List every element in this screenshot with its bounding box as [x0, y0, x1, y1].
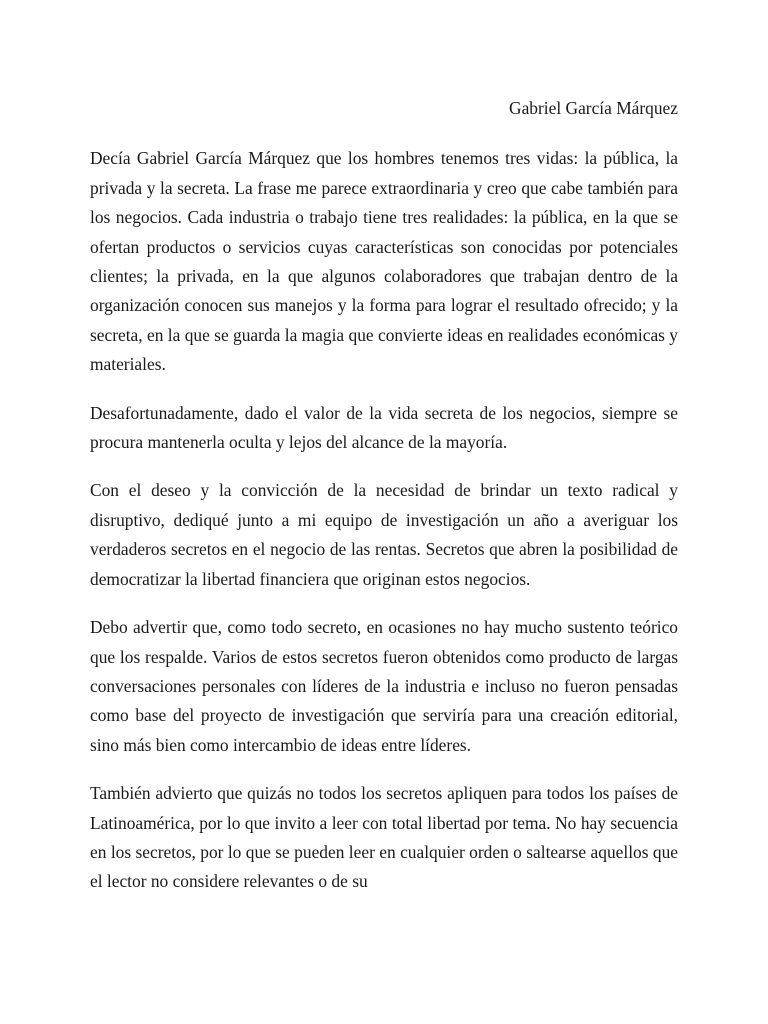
- paragraph-2: Desafortunadamente, dado el valor de la vida secreta de los negocios, siempre se procura mantenerla oculta y lejos del alcance de la mayoría.: [90, 402, 678, 453]
- paragraph-4: Debo advertir que, como todo secreto, en ocasiones no hay mucho sustento teórico que los respalde. Varios de estos secretos fueron obtenidos como producto de largas conversaciones personales con líderes de la industria e incluso no fueron pensadas como base del proyecto de investigación que serviría para una creación editorial, sino más bien como intercambio de ideas entre líderes.: [90, 617, 678, 755]
- document-heading: Gabriel García Márquez: [509, 98, 678, 118]
- paragraph-3: Con el deseo y la convicción de la necesidad de brindar un texto radical y disruptivo, dediqué junto a mi equipo de investigación un año a averiguar los verdaderos secretos en el negocio de las rentas. Secretos que abren la posibilidad de democratizar la libertad financiera que originan estos negocios.: [90, 480, 678, 589]
- document-body: [90, 94, 678, 916]
- paragraph-5: También advierto que quizás no todos los secretos apliquen para todos los países de Latinoamérica, por lo que invito a leer con total libertad por tema. No hay secuencia en los secretos, por lo que se pueden leer en cualquier orden o saltearse aquellos que el lector no considere relevantes o de su: [90, 783, 678, 892]
- paragraph-1: Decía Gabriel García Márquez que los hombres tenemos tres vidas: la pública, la privada y la secreta. La frase me parece extraordinaria y creo que cabe también para los negocios. Cada industria o trabajo tiene tres realidades: la pública, en la que se ofertan productos o servicios cuyas características son conocidas por potenciales clientes; la privada, en la que algunos colaboradores que trabajan dentro de la organización conocen sus manejos y la forma para lograr el resultado ofrecido; y la secreta, en la que se guarda la magia que convierte ideas en realidades económicas y materiales.: [90, 148, 678, 375]
